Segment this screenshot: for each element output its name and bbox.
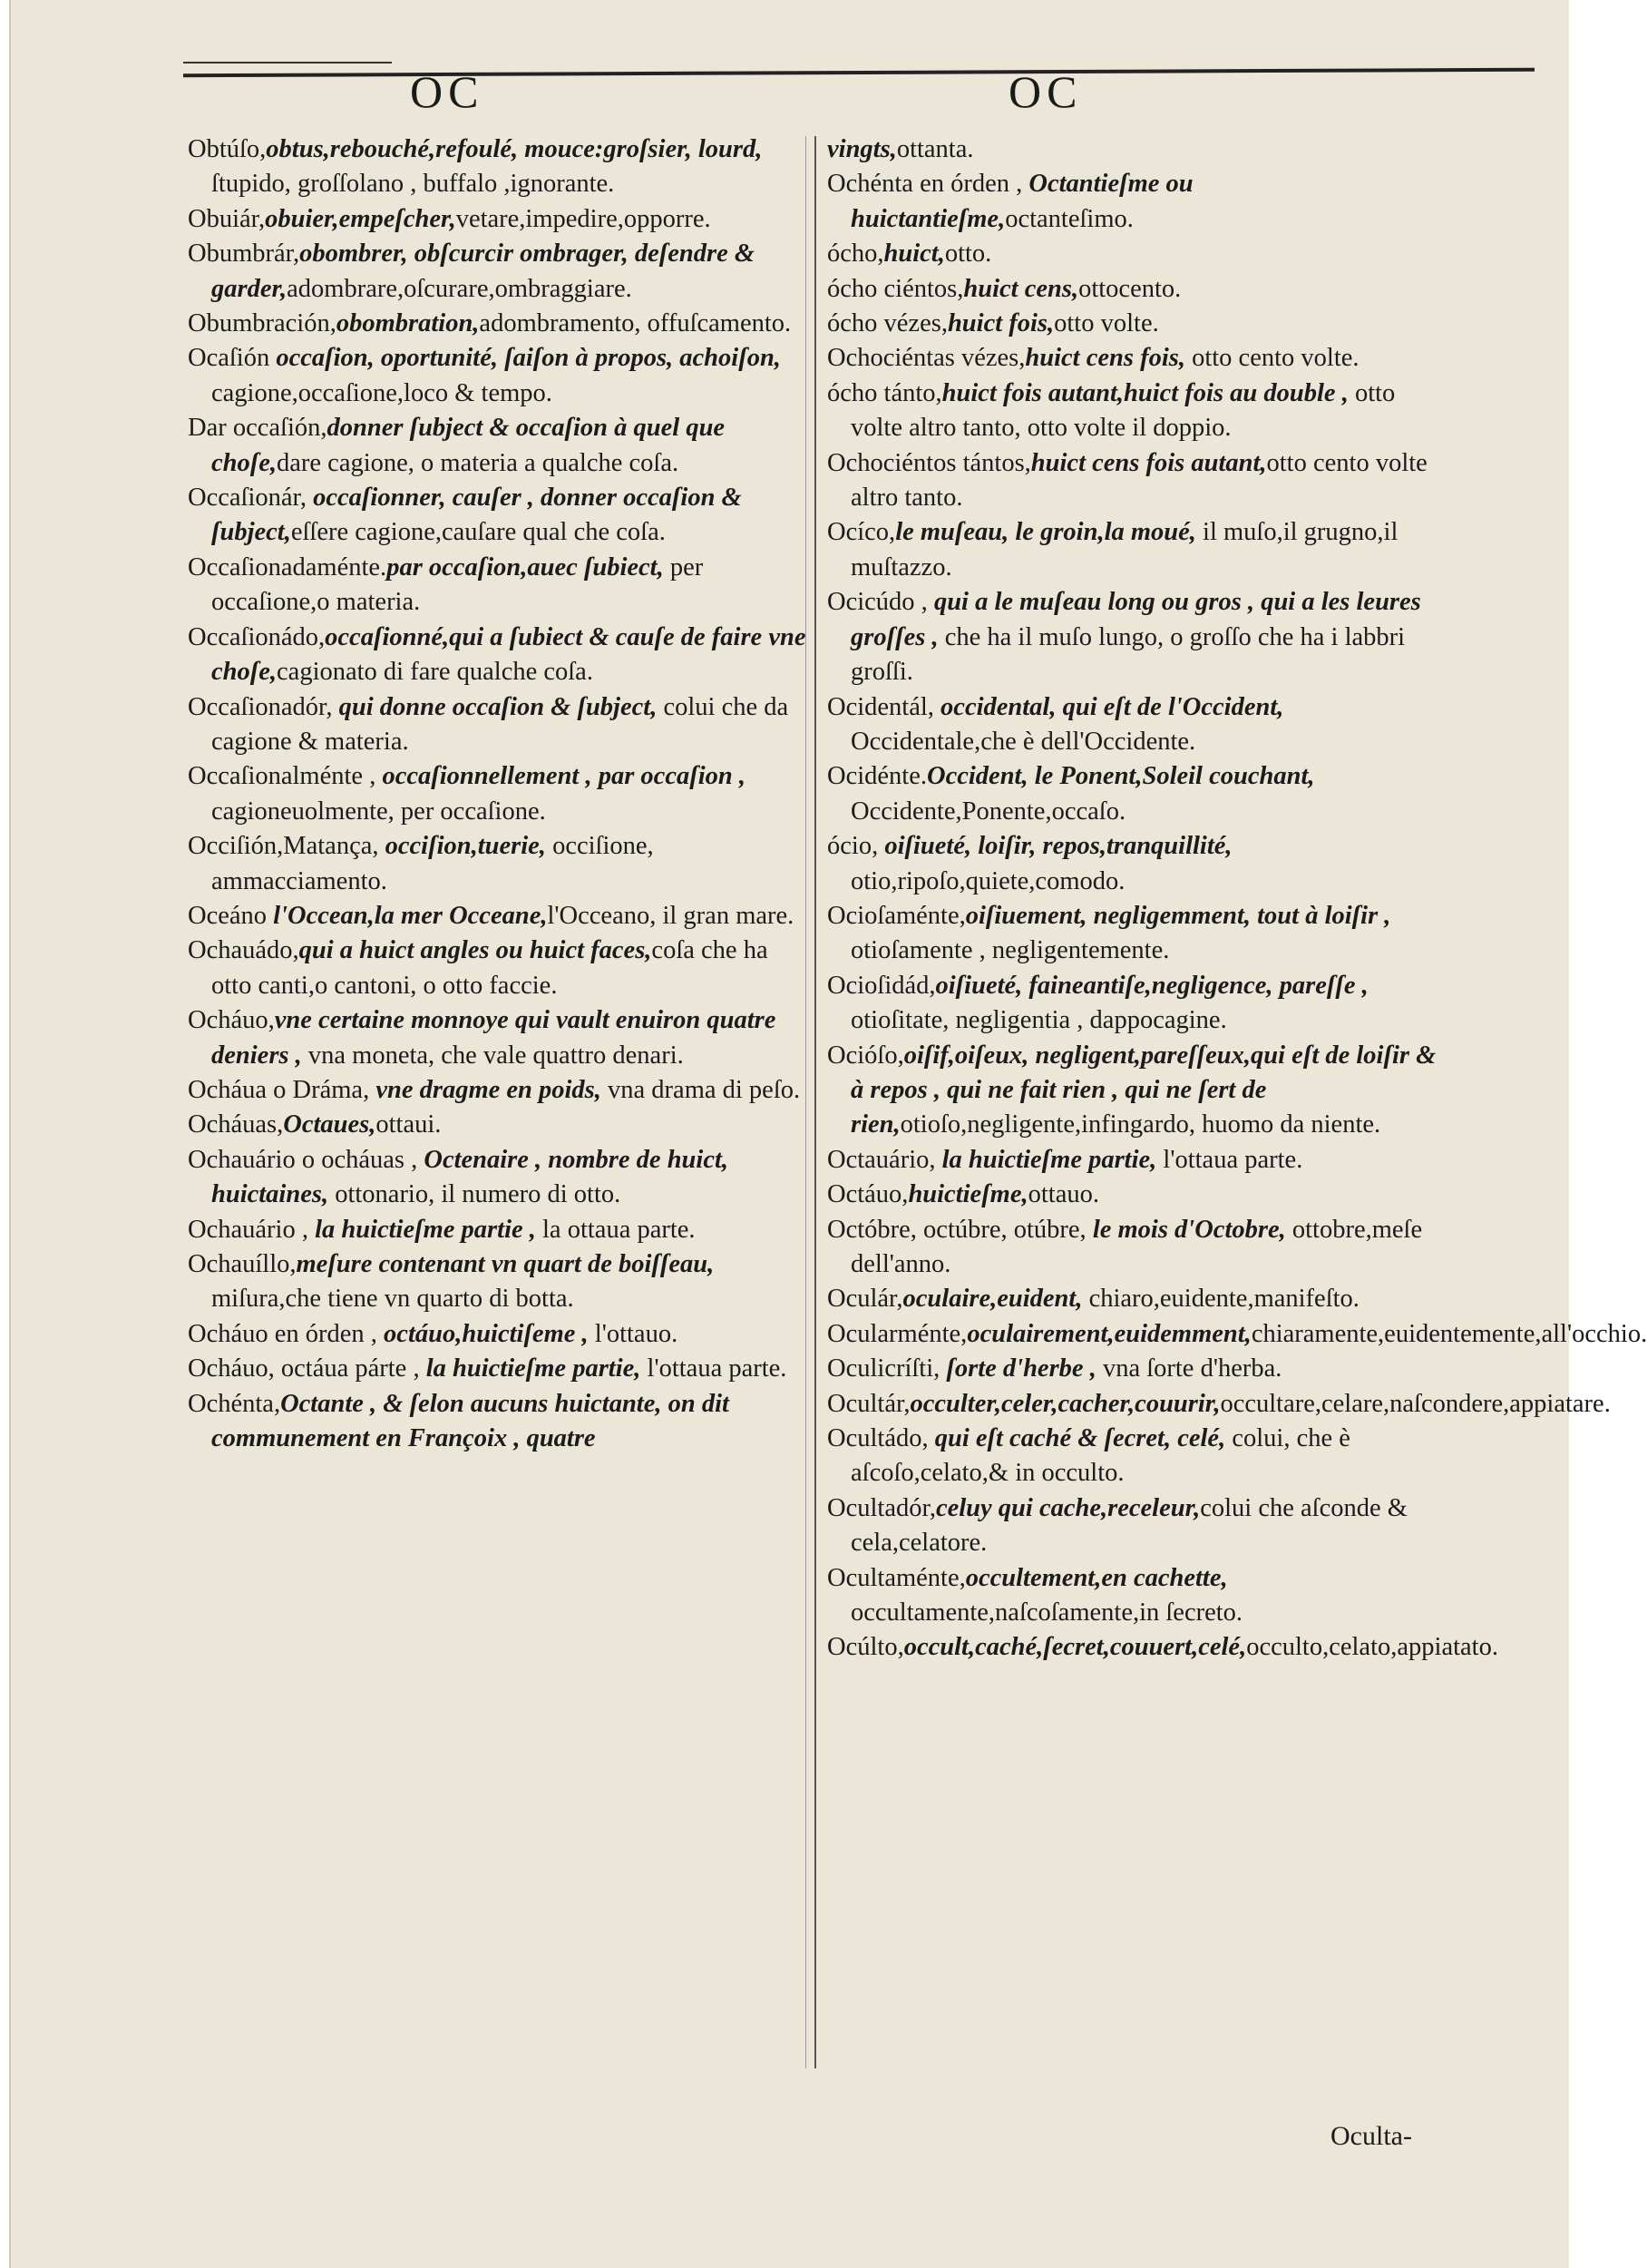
dictionary-entry xyxy=(827,829,1453,899)
entry-french: la huictieſme partie, xyxy=(941,1145,1157,1174)
entry-french: huict cens fois, xyxy=(1025,344,1185,373)
dictionary-entry xyxy=(827,1213,1453,1283)
entry-italian: miſura,che tiene vn quarto di botta. xyxy=(211,1285,574,1314)
entry-italian: cagioneuolmente, per occaſione. xyxy=(211,797,546,826)
dictionary-entry xyxy=(188,237,814,307)
entry-headword: Obtúſo, xyxy=(188,135,267,163)
entry-french: vne certaine monnoye qui vault enuiron quatre deniers , xyxy=(211,1006,776,1070)
dictionary-entry xyxy=(827,376,1453,446)
entry-french: Octaues, xyxy=(283,1110,376,1139)
dictionary-entry xyxy=(827,1491,1453,1561)
top-rule-short xyxy=(183,62,392,64)
entry-headword: Ocháuo, xyxy=(188,1006,275,1035)
entry-french: occaſionner, cauſer , donner occaſion & ſubject, xyxy=(211,484,742,547)
entry-french: qui eſt caché & ſecret, celé, xyxy=(934,1424,1226,1453)
entry-headword: Octáuo, xyxy=(827,1180,909,1209)
dictionary-entry xyxy=(827,1039,1453,1143)
entry-headword: Occaſionár, xyxy=(188,484,314,513)
dictionary-entry xyxy=(188,829,814,899)
entry-italian: coſa che ha otto canti,o cantoni, o otto faccie. xyxy=(211,936,768,1000)
dictionary-entry xyxy=(188,759,814,829)
dictionary-entry xyxy=(188,551,814,621)
entry-italian: otto. xyxy=(944,240,992,269)
column-divider xyxy=(814,136,816,2068)
entry-french: Octante , & ſelon aucuns huictante, on dit communement en Françoix , quatre xyxy=(211,1389,729,1453)
left-column xyxy=(188,132,814,1456)
entry-italian: otto volte altro tanto, otto volte il doppio. xyxy=(851,378,1396,443)
entry-french: oculaire,euident, xyxy=(902,1285,1083,1314)
entry-italian: otio,ripoſo,quiete,comodo. xyxy=(851,866,1126,895)
dictionary-entry xyxy=(188,411,814,481)
entry-french: occiſion,tuerie, xyxy=(385,832,546,861)
dictionary-entry xyxy=(188,1213,814,1247)
entry-french: obtus,rebouché,refoulé, mouce:groſsier, lourd, xyxy=(266,135,763,163)
entry-french: meſure contenant vn quart de boiſſeau, xyxy=(296,1250,715,1278)
entry-french: obombration, xyxy=(336,309,480,338)
entry-headword: Ocularménte, xyxy=(827,1319,968,1348)
entry-headword: Occiſión,Matança, xyxy=(188,832,385,861)
dictionary-entry xyxy=(827,1630,1498,1665)
entry-french: Octantieſme ou huictantieſme, xyxy=(851,170,1194,233)
dictionary-entry xyxy=(827,167,1453,237)
entry-italian: colui che da cagione & materia. xyxy=(211,692,789,756)
dictionary-entry xyxy=(188,1352,814,1386)
dictionary-entry xyxy=(827,515,1453,585)
entry-headword: Ocíco, xyxy=(827,518,896,547)
dictionary-entry xyxy=(827,690,1453,760)
entry-italian: adombramento, offuſcamento. xyxy=(479,309,792,338)
catchword: Oculta- xyxy=(1330,2121,1412,2151)
entry-italian: per occaſione,o materia. xyxy=(211,552,704,617)
entry-french: qui donne occaſion & ſubject, xyxy=(338,692,658,721)
entry-headword: Octóbre, octúbre, otúbre, xyxy=(827,1215,1093,1244)
entry-italian: ottaui. xyxy=(375,1110,442,1139)
entry-headword: Ochénta en órden , xyxy=(827,170,1029,199)
entry-headword: Ocicúdo , xyxy=(827,588,934,617)
dictionary-entry xyxy=(827,272,1453,307)
entry-headword: Oculicríſti, xyxy=(827,1354,947,1383)
entry-french: ſorte d'herbe , xyxy=(946,1354,1096,1383)
entry-italian: dare cagione, o materia a qualche coſa. xyxy=(277,448,679,477)
entry-italian: octanteſimo. xyxy=(1005,204,1134,233)
entry-french: occidental, qui eſt de l'Occident, xyxy=(940,692,1284,721)
entry-italian: occultamente,naſcoſamente,in ſecreto. xyxy=(851,1598,1243,1628)
dictionary-entry xyxy=(188,202,814,237)
entry-french: occaſion, oportunité, ſaiſon à propos, achoiſon, xyxy=(276,344,781,373)
entry-italian: otto volte. xyxy=(1054,309,1159,338)
dictionary-entry xyxy=(827,1422,1453,1491)
entry-french: oculairement,euidemment, xyxy=(967,1319,1252,1348)
entry-headword: Occaſionádo, xyxy=(188,622,326,651)
entry-italian: colui che aſconde & cela,celatore. xyxy=(851,1493,1408,1558)
entry-french: oiſif,oiſeux, negligent,pareſſeux,qui eſt de loiſir & à repos , qui ne fait rien , qui ne ſert de rien, xyxy=(851,1041,1437,1139)
entry-headword: Occaſionalménte , xyxy=(188,762,383,791)
dictionary-entry xyxy=(827,585,1453,689)
entry-headword: Ocioſidád, xyxy=(827,971,936,1000)
entry-french: par occaſion,auec ſubiect, xyxy=(386,552,664,582)
dictionary-entry xyxy=(188,307,814,341)
entry-french: occulter,celer,cacher,couurir, xyxy=(910,1389,1221,1418)
entry-headword: ócho ciéntos, xyxy=(827,274,964,303)
entry-italian: eſſere cagione,cauſare qual che coſa. xyxy=(290,518,666,547)
dictionary-entry xyxy=(188,1247,814,1317)
dictionary-entry xyxy=(827,1352,1453,1386)
entry-french: donner ſubject & occaſion à quel que choſe, xyxy=(211,414,726,477)
dictionary-entry xyxy=(188,341,814,411)
entry-french: occaſionné,qui a ſubiect & cauſe de faire vne choſe, xyxy=(211,622,806,687)
entry-french: huictieſme, xyxy=(908,1180,1028,1209)
entry-french: oiſiueté, loiſir, repos,tranquillité, xyxy=(884,832,1233,861)
entry-italian: ottocento. xyxy=(1078,274,1182,303)
entry-headword: Obumbrár, xyxy=(188,240,300,269)
entry-italian: ſtupido, groſſolano , buffalo ,ignorante. xyxy=(211,170,615,199)
entry-french: obombrer, obſcurcir ombrager, deſendre & garder, xyxy=(211,240,755,303)
entry-headword: Dar occaſión, xyxy=(188,414,327,443)
dictionary-entry xyxy=(188,690,814,760)
entry-italian: cagione,occaſione,loco & tempo. xyxy=(211,378,552,407)
entry-french: occaſionnellement , par occaſion , xyxy=(382,762,746,791)
entry-headword: ócho vézes, xyxy=(827,309,948,338)
entry-italian: otioſo,negligente,infingardo, huomo da niente. xyxy=(900,1110,1381,1139)
dictionary-entry xyxy=(827,759,1453,829)
dictionary-entry xyxy=(827,1561,1453,1631)
entry-headword: ócho, xyxy=(827,240,884,269)
entry-french: huict cens fois autant, xyxy=(1030,448,1267,477)
entry-italian: che ha il muſo lungo, o groſſo che ha i labbri groſſi. xyxy=(851,622,1406,687)
entry-italian: la ottaua parte. xyxy=(535,1215,696,1244)
entry-french: huict fois, xyxy=(947,309,1055,338)
entry-french: occultement,en cachette, xyxy=(965,1563,1228,1592)
entry-headword: Ocultádo, xyxy=(827,1424,935,1453)
entry-italian: otto cento volte. xyxy=(1184,344,1360,373)
dictionary-entry xyxy=(827,969,1453,1039)
entry-headword: ócho tánto, xyxy=(827,378,942,407)
entry-italian: ottauo. xyxy=(1028,1180,1100,1209)
entry-headword: Ocháua o Dráma, xyxy=(188,1075,376,1104)
dictionary-entry xyxy=(188,934,814,1003)
entry-italian: vna moneta, che vale quattro denari. xyxy=(301,1041,684,1070)
entry-french: huict cens, xyxy=(963,274,1079,303)
entry-french: Octenaire , nombre de huict, huictaines, xyxy=(211,1145,729,1209)
entry-headword: Oceáno xyxy=(188,901,274,930)
entry-headword: Occaſionadaménte. xyxy=(188,552,387,582)
entry-french: octáuo,huictiſeme , xyxy=(384,1319,589,1348)
dictionary-entry xyxy=(188,1387,814,1457)
entry-headword: Ocháuas, xyxy=(188,1110,284,1139)
entry-french: occult,caché,ſecret,couuert,celé, xyxy=(903,1633,1247,1662)
entry-italian: Occidentale,che è dell'Occidente. xyxy=(851,727,1196,756)
entry-italian: vna drama di peſo. xyxy=(600,1075,801,1104)
entry-italian: colui, che è aſcoſo,celato,& in occulto. xyxy=(851,1424,1350,1488)
entry-italian: occultare,celare,naſcondere,appiatare. xyxy=(1220,1389,1611,1418)
right-column xyxy=(827,132,1647,1666)
entry-headword: ócio, xyxy=(827,832,885,861)
entry-headword: Ochociéntos tántos, xyxy=(827,448,1031,477)
entry-italian: ottobre,meſe dell'anno. xyxy=(851,1215,1423,1278)
dictionary-entry xyxy=(188,132,814,202)
entry-headword: Ocháuo, octáua párte , xyxy=(188,1354,426,1383)
entry-headword: Ocultaménte, xyxy=(827,1563,966,1592)
entry-french: huict fois autant,huict fois au double , xyxy=(941,378,1349,407)
entry-italian: chiaramente,euidentemente,all'occhio. xyxy=(1251,1319,1647,1348)
entry-headword: Obuiár, xyxy=(188,204,266,233)
entry-french: le muſeau, le groin,la moué, xyxy=(895,518,1196,547)
entry-headword: Ocióſo, xyxy=(827,1041,904,1070)
entry-italian: occulto,celato,appiatato. xyxy=(1246,1633,1498,1662)
entry-french: vingts, xyxy=(827,135,897,163)
entry-headword: Ochociéntas vézes, xyxy=(827,344,1026,373)
entry-headword: Ocultár, xyxy=(827,1389,911,1418)
entry-headword: Ochénta, xyxy=(188,1389,281,1418)
dictionary-entry xyxy=(188,621,814,690)
entry-headword: Ochauádo, xyxy=(188,936,299,965)
dictionary-entry xyxy=(188,481,814,551)
entry-french: oiſiuement, negligemment, tout à loiſir , xyxy=(965,901,1391,930)
entry-italian: adombrare,oſcurare,ombraggiare. xyxy=(287,274,632,303)
entry-french: celuy qui cache,receleur, xyxy=(935,1493,1201,1522)
dictionary-entry xyxy=(827,1317,1647,1352)
dictionary-entry xyxy=(188,899,814,934)
entry-headword: Occaſionadór, xyxy=(188,692,339,721)
running-header-right: OC xyxy=(1009,66,1083,117)
entry-french: obuier,empeſcher, xyxy=(265,204,456,233)
entry-italian: otioſitate, negligentia , dappocagine. xyxy=(851,1006,1227,1035)
entry-french: qui a le muſeau long ou gros , qui a les leures groſſes , xyxy=(851,588,1421,651)
top-rule xyxy=(183,68,1535,78)
entry-headword: Ocaſión xyxy=(188,344,277,373)
entry-italian: ottanta. xyxy=(896,135,974,163)
entry-headword: Ochauário o ocháuas , xyxy=(188,1145,424,1174)
dictionary-entry xyxy=(827,899,1453,969)
entry-french: la huictieſme partie, xyxy=(425,1354,641,1383)
entry-italian: chiaro,euidente,manifeſto. xyxy=(1082,1285,1360,1314)
entry-italian: ottonario, il numero di otto. xyxy=(328,1180,621,1209)
dictionary-entry xyxy=(827,132,1453,167)
entry-italian: vetare,impedire,opporre. xyxy=(455,204,711,233)
dictionary-entry xyxy=(827,307,1453,341)
entry-headword: Oculár, xyxy=(827,1285,903,1314)
entry-headword: Ocúlto, xyxy=(827,1633,904,1662)
entry-italian: l'Occeano, il gran mare. xyxy=(547,901,794,930)
entry-italian: otioſamente , negligentemente. xyxy=(851,936,1170,965)
entry-french: le mois d'Octobre, xyxy=(1092,1215,1286,1244)
entry-italian: occiſione, ammacciamento. xyxy=(211,832,654,895)
entry-italian: Occidente,Ponente,occaſo. xyxy=(851,797,1126,826)
entry-french: oiſiueté, faineantiſe,negligence, pareſſe , xyxy=(935,971,1369,1000)
entry-french: qui a huict angles ou huict faces, xyxy=(298,936,652,965)
entry-french: Occident, le Ponent,Soleil couchant, xyxy=(927,762,1315,791)
dictionary-entry xyxy=(188,1108,814,1142)
entry-headword: Ocultadór, xyxy=(827,1493,936,1522)
dictionary-entry xyxy=(188,1003,814,1073)
entry-headword: Ocidentál, xyxy=(827,692,941,721)
entry-headword: Ochauíllo, xyxy=(188,1250,297,1278)
dictionary-entry xyxy=(188,1143,814,1213)
entry-french: vne dragme en poids, xyxy=(375,1075,601,1104)
dictionary-entry xyxy=(827,1143,1453,1178)
dictionary-entry xyxy=(188,1073,814,1108)
dictionary-entry xyxy=(827,446,1453,516)
entry-italian: l'ottaua parte. xyxy=(640,1354,787,1383)
entry-italian: vna ſorte d'herba. xyxy=(1096,1354,1282,1383)
entry-headword: Ochauário , xyxy=(188,1215,316,1244)
entry-french: huict, xyxy=(883,240,945,269)
entry-italian: l'ottauo. xyxy=(588,1319,678,1348)
dictionary-entry xyxy=(827,1178,1453,1212)
dictionary-entry xyxy=(188,1317,814,1352)
dictionary-entry xyxy=(827,1282,1453,1316)
entry-french: l'Occean,la mer Occeane, xyxy=(273,901,548,930)
entry-headword: Ocháuo en órden , xyxy=(188,1319,385,1348)
entry-italian: cagionato di fare qualche coſa. xyxy=(277,658,593,687)
dictionary-entry xyxy=(827,341,1453,376)
entry-headword: Ocioſaménte, xyxy=(827,901,966,930)
running-header-left: OC xyxy=(410,66,484,117)
entry-french: la huictieſme partie , xyxy=(315,1215,536,1244)
entry-italian: il muſo,il grugno,il muſtazzo. xyxy=(851,518,1398,582)
dictionary-entry xyxy=(827,237,1453,271)
entry-headword: Octauário, xyxy=(827,1145,942,1174)
entry-headword: Ocidénte. xyxy=(827,762,927,791)
dictionary-page xyxy=(9,0,1647,2268)
dictionary-entry xyxy=(827,1387,1611,1422)
entry-headword: Obumbración, xyxy=(188,309,336,338)
entry-italian: otto cento volte altro tanto. xyxy=(851,448,1428,513)
entry-italian: l'ottaua parte. xyxy=(1156,1145,1303,1174)
